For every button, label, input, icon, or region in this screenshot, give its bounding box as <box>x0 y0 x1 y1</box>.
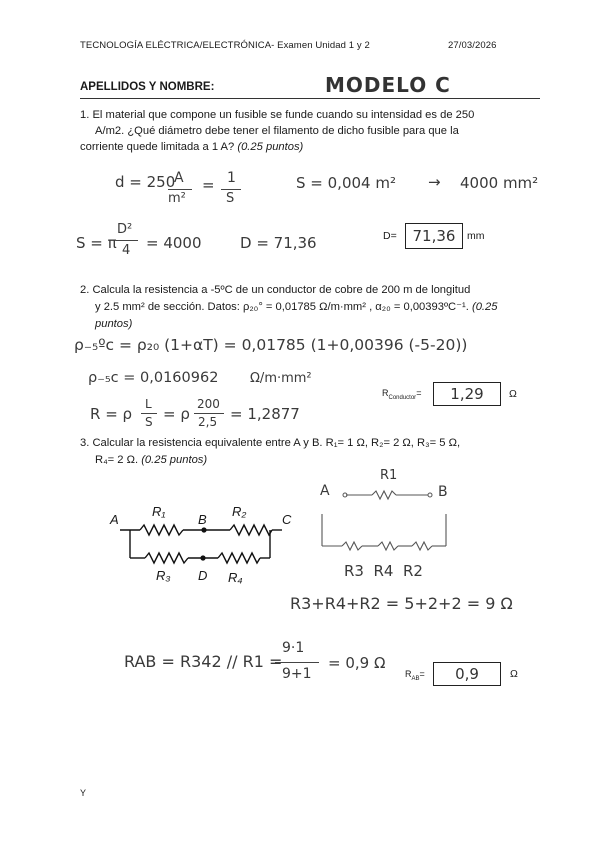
q1-hw-eq: = <box>202 176 215 194</box>
q1-hw-4: 4 <box>122 243 131 258</box>
q2-line2-text: y 2.5 mm² de sección. Datos: ρ₂₀° = 0,01785 Ω/m·mm² , α₂₀ = 0,00393ºC⁻¹. <box>95 301 472 313</box>
sketch-r1-label: R1 <box>380 468 398 483</box>
q3-frac-line <box>275 662 319 663</box>
q1-line2: A/m2. ¿Qué diámetro debe tener el filamento de dicho fusible para que la <box>95 125 459 137</box>
sketch-bottom-labels: R3 R4 R2 <box>344 562 423 580</box>
q1-hw-m2: m² <box>168 191 186 206</box>
q1-hw-s: S <box>226 191 235 206</box>
model-title: MODELO C <box>325 73 451 97</box>
q3-answer-sub: AB <box>411 675 420 682</box>
q3-points: (0.25 puntos) <box>141 454 208 466</box>
q2-hw3b: L <box>145 397 152 411</box>
node-b-label: B <box>198 512 207 527</box>
q2-hw3d: = ρ <box>163 405 190 423</box>
q3-hw-num: 9·1 <box>282 640 305 656</box>
q2-answer-unit: Ω <box>509 388 517 400</box>
q2-answer-sub: Conductor <box>388 394 417 401</box>
q2-hw1: ρ₋₅ºc = ρ₂₀ (1+αT) = 0,01785 (1+0,00396 (-5-20)) <box>74 336 468 354</box>
q2-points-a: (0.25 <box>471 301 498 313</box>
q1-hw-4000: = 4000 <box>146 234 202 252</box>
q1-line1: 1. El material que compone un fusible se funde cuando su intensidad es de 250 <box>80 109 475 121</box>
r1-label: R₁ <box>152 504 166 519</box>
q2-hw3a: R = ρ <box>90 405 133 423</box>
q1-answer-value: 71,36 <box>412 227 456 245</box>
footer-mark: Y <box>80 788 87 798</box>
r4-label: R₄ <box>228 570 243 585</box>
q1-answer-unit: mm <box>467 230 485 242</box>
q1-hw-arrow: → <box>428 173 441 191</box>
q2-answer-r: R <box>382 388 389 398</box>
r3-label: R₃ <box>156 568 171 583</box>
q1-hw-sval: S = 0,004 m² <box>296 174 396 192</box>
r2-label: R₂ <box>232 504 247 519</box>
q3-hw-rab: RAB = R342 // R1 = <box>124 652 283 671</box>
q3-answer-unit: Ω <box>510 668 518 680</box>
q3-answer-box[interactable] <box>433 662 501 686</box>
q1-hw-d2: D² <box>117 222 133 237</box>
q3-answer-value: 0,9 <box>455 665 479 683</box>
q1-points: (0.25 puntos) <box>237 141 304 153</box>
q1-answer-label: D= <box>383 230 397 242</box>
q3-answer-r: R <box>405 669 412 679</box>
q3-hw-res: = 0,9 Ω <box>328 654 386 672</box>
exam-date: 27/03/2026 <box>448 40 497 51</box>
node-a-label: A <box>110 512 119 527</box>
q2-hw2b: Ω/m·mm² <box>250 371 312 386</box>
q1-hw-a: A <box>174 170 184 186</box>
q1-hw-one: 1 <box>227 170 236 186</box>
q2-hw3e: 200 <box>197 397 220 411</box>
q3-line1: 3. Calcular la resistencia equivalente entre A y B. R₁= 1 Ω, R₂= 2 Ω, R₃= 5 Ω, <box>80 437 461 449</box>
q2-points-b: puntos) <box>95 318 133 330</box>
q3-answer-eq: = <box>419 669 425 679</box>
node-c-label: C <box>282 512 292 527</box>
q1-hw-mm: 4000 mm² <box>460 174 539 192</box>
q2-hw3g: = 1,2877 <box>230 405 300 423</box>
q3-hw-den: 9+1 <box>282 666 312 682</box>
node-d-label: D <box>198 568 208 583</box>
q2-hw2a: ρ₋₅c = 0,0160962 <box>88 370 219 386</box>
q2-line1: 2. Calcula la resistencia a -5ºC de un conductor de cobre de 200 m de longitud <box>80 284 471 296</box>
q2-hw3f: 2,5 <box>198 415 218 429</box>
q1-line3-text: corriente quede limitada a 1 A? <box>80 141 238 153</box>
q3-line2-text: R₄= 2 Ω. <box>95 454 142 466</box>
q2-answer-eq: = <box>416 388 422 398</box>
name-label: APELLIDOS Y NOMBRE: <box>80 81 215 93</box>
q1-hw-s2: S = π <box>76 234 117 252</box>
q3-hw-sum: R3+R4+R2 = 5+2+2 = 9 Ω <box>290 594 513 613</box>
q2-hw3c: S <box>145 415 153 429</box>
q1-hw-d: d = 250 <box>115 173 176 191</box>
q1-hw-dval: D = 71,36 <box>240 234 317 252</box>
course-title: TECNOLOGÍA ELÉCTRICA/ELECTRÓNICA- Examen Unidad 1 y 2 <box>80 40 370 51</box>
q2-answer-value: 1,29 <box>450 385 484 403</box>
sketch-a-label: A <box>320 483 330 499</box>
sketch-b-label: B <box>438 484 448 500</box>
q3-answer-label <box>405 669 425 682</box>
